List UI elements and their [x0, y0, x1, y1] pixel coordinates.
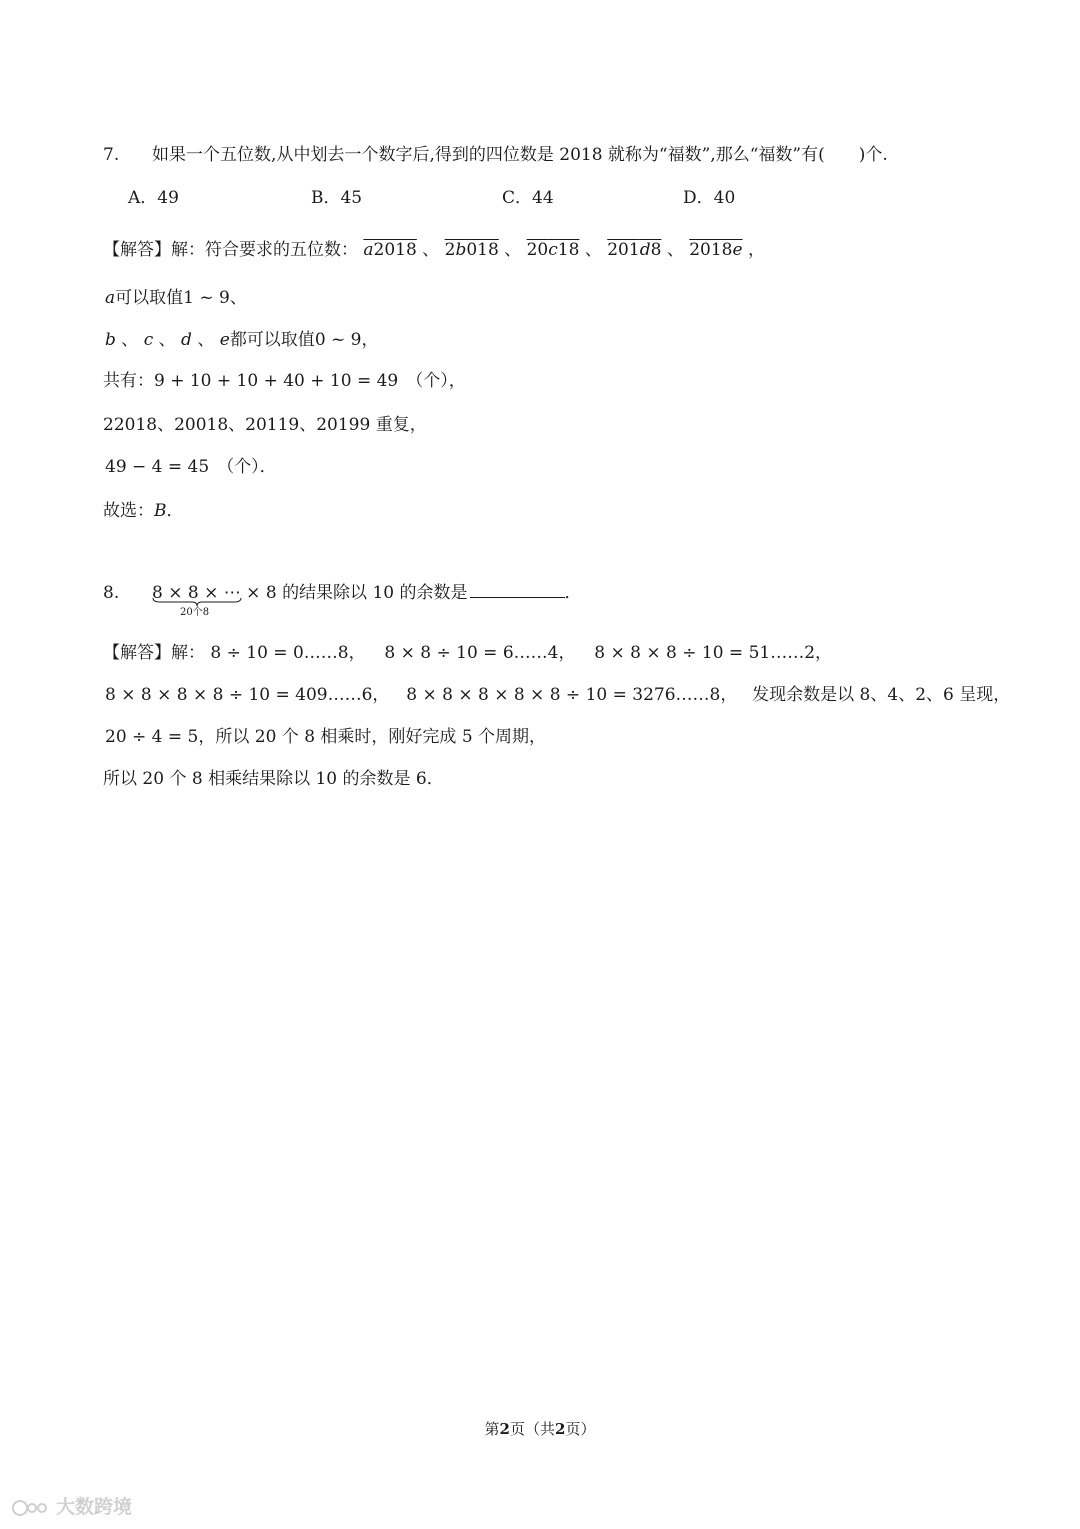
question-text: 如果一个五位数,从中划去一个数字后,得到的四位数是 2018 就称为“福数”,那么“福数”有( )个. — [152, 145, 888, 165]
q7-answer-line-4: 共有：9 + 10 + 10 + 40 + 10 = 49 （个）， — [103, 371, 466, 391]
option-c: C．44 — [502, 188, 554, 208]
underbrace-expression: 8 × 8 × ⋯ × 8 20个8 — [152, 583, 277, 618]
underbrace-label: 20个8 — [180, 607, 210, 618]
option-d: D．40 — [683, 188, 736, 208]
question-number: 7. — [103, 145, 120, 165]
q7-answer-line-7: 故选：B． — [103, 501, 184, 521]
five-digit-number-4: 201d8 — [607, 240, 662, 260]
q7-answer-line-5: 22018、20018、20119、20199 重复， — [103, 415, 427, 435]
answer-label: 【解答】解：符合要求的五位数： — [103, 240, 358, 260]
option-b: B．45 — [311, 188, 363, 208]
five-digit-number-2: 2b018 — [444, 240, 499, 260]
q8-answer-line-3: 20 ÷ 4 = 5，所以 20 个 8 相乘时，刚好完成 5 个周期， — [105, 727, 547, 747]
question-text: 的结果除以 10 的余数是 — [282, 583, 468, 603]
q7-answer-line-1: 【解答】解：符合要求的五位数： a2018 、 2b018 、 20c18 、 201d8 、 2018e ， — [103, 240, 765, 260]
option-a: A．49 — [128, 188, 179, 208]
page-footer: 第2页（共2页） — [484, 1420, 596, 1438]
q7-answer-line-2: a可以取值1 ~ 9、 — [105, 288, 247, 308]
q7-answer-line-6: 49 − 4 = 45 （个）． — [105, 457, 277, 477]
q8-answer-line-1: 【解答】解： 8 ÷ 10 = 0……8， 8 × 8 ÷ 10 = 6……4， 8 × 8 × 8 ÷ 10 = 51……2， — [103, 643, 833, 663]
question-8-stem: 8. 8 × 8 × ⋯ × 8 20个8 的结果除以 10 的余数是 ． — [103, 583, 582, 618]
question-7-stem — [103, 140, 888, 165]
answer-blank — [470, 596, 565, 598]
q7-answer-line-3: b 、 c 、 d 、 e都可以取值0 ~ 9， — [105, 330, 379, 350]
question-number: 8. — [103, 583, 120, 603]
watermark: 大数跨境 — [10, 1492, 132, 1519]
five-digit-number-5: 2018e — [689, 240, 743, 260]
five-digit-number-1: a2018 — [363, 240, 417, 260]
answer-label: 【解答】解： — [103, 643, 205, 663]
q8-answer-line-2: 8 × 8 × 8 × 8 ÷ 10 = 409……6， 8 × 8 × 8 × 8 × 8 ÷ 10 = 3276……8， 发现余数是以 8、4、2、6 呈现， — [105, 685, 1011, 705]
watermark-logo-icon — [10, 1498, 50, 1518]
q8-answer-line-4: 所以 20 个 8 相乘结果除以 10 的余数是 6． — [103, 769, 444, 789]
five-digit-number-3: 20c18 — [526, 240, 580, 260]
